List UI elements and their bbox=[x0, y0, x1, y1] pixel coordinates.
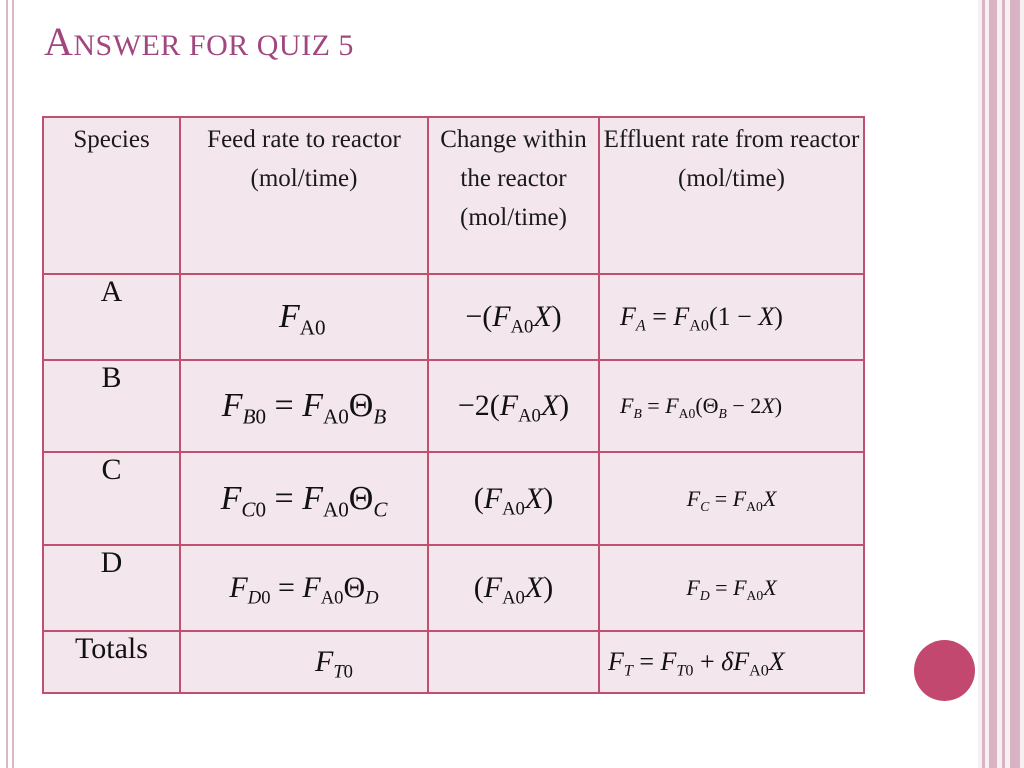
species-cell: Totals bbox=[43, 631, 180, 693]
species-cell: D bbox=[43, 545, 180, 631]
species-cell: B bbox=[43, 360, 180, 452]
title-rest: NSWER FOR QUIZ 5 bbox=[73, 29, 354, 62]
table-row bbox=[43, 360, 864, 452]
effluent-cell: $F_T = F_{T0} + \delta F_{A0}X$ bbox=[599, 631, 864, 693]
table-row bbox=[43, 274, 864, 360]
effluent-cell: $F_B = F_{A0}(\Theta_B - 2X)$ bbox=[599, 360, 864, 452]
effluent-cell: $F_C = F_{A0}X$ bbox=[599, 452, 864, 545]
band-stripe bbox=[1010, 0, 1020, 768]
left-border-line bbox=[12, 0, 14, 768]
header-row bbox=[43, 117, 864, 274]
feed-cell: $F_{A0}$ bbox=[180, 274, 428, 360]
slide-title bbox=[44, 18, 354, 65]
right-decorative-band bbox=[978, 0, 1024, 768]
feed-cell: $F_{C0} = F_{A0}\Theta_C$ bbox=[180, 452, 428, 545]
band-stripe bbox=[1002, 0, 1005, 768]
header-change: Change within the reactor (mol/time) bbox=[428, 117, 599, 274]
species-cell: C bbox=[43, 452, 180, 545]
feed-cell: $F_{B0} = F_{A0}\Theta_B$ bbox=[180, 360, 428, 452]
change-cell: $-2(F_{A0}X)$ bbox=[428, 360, 599, 452]
header-feed-rate: Feed rate to reactor (mol/time) bbox=[180, 117, 428, 274]
band-stripe bbox=[989, 0, 997, 768]
band-stripe bbox=[982, 0, 985, 768]
table-row bbox=[43, 452, 864, 545]
effluent-cell: $F_A = F_{A0}(1 - X)$ bbox=[599, 274, 864, 360]
feed-cell: $F_{T0}$ bbox=[180, 631, 428, 693]
header-species: Species bbox=[43, 117, 180, 274]
header-effluent: Effluent rate from reactor (mol/time) bbox=[599, 117, 864, 274]
table-row bbox=[43, 545, 864, 631]
mole-balance-table bbox=[42, 116, 865, 694]
decorative-circle bbox=[914, 640, 975, 701]
change-cell: $-(F_{A0}X)$ bbox=[428, 274, 599, 360]
change-cell: $(F_{A0}X)$ bbox=[428, 545, 599, 631]
species-cell: A bbox=[43, 274, 180, 360]
feed-cell: $F_{D0} = F_{A0}\Theta_D$ bbox=[180, 545, 428, 631]
left-border-line bbox=[6, 0, 8, 768]
table-row bbox=[43, 631, 864, 693]
change-cell bbox=[428, 631, 599, 693]
title-initial: A bbox=[44, 19, 74, 64]
change-cell: $(F_{A0}X)$ bbox=[428, 452, 599, 545]
effluent-cell: $F_D = F_{A0}X$ bbox=[599, 545, 864, 631]
